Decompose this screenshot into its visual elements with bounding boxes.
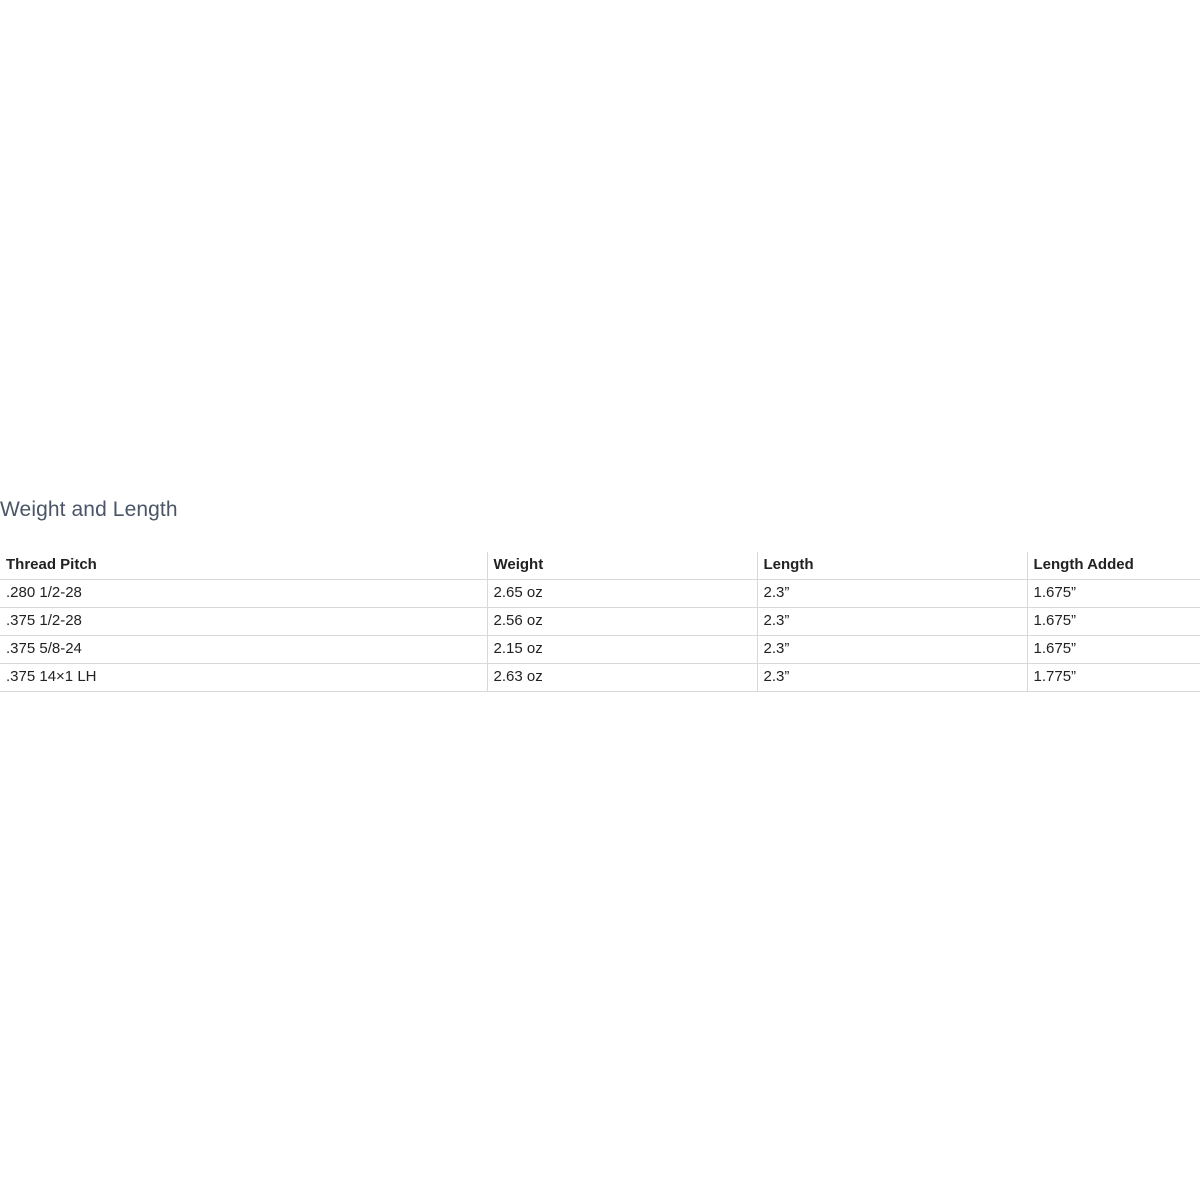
cell-thread-pitch: .375 5/8-24 [0, 636, 487, 664]
table-container [0, 552, 1200, 692]
table-row [0, 580, 1200, 608]
table-row [0, 608, 1200, 636]
cell-thread-pitch: .375 14×1 LH [0, 664, 487, 692]
cell-thread-pitch: .280 1/2-28 [0, 580, 487, 608]
weight-and-length-table [0, 552, 1200, 692]
cell-weight: 2.56 oz [487, 608, 757, 636]
column-header-thread-pitch: Thread Pitch [0, 552, 487, 580]
table-row [0, 664, 1200, 692]
cell-length-added: 1.775” [1027, 664, 1200, 692]
cell-length-added: 1.675” [1027, 608, 1200, 636]
cell-length: 2.3” [757, 664, 1027, 692]
cell-length-added: 1.675” [1027, 580, 1200, 608]
cell-weight: 2.63 oz [487, 664, 757, 692]
cell-thread-pitch: .375 1/2-28 [0, 608, 487, 636]
column-header-weight: Weight [487, 552, 757, 580]
column-header-length-added: Length Added [1027, 552, 1200, 580]
column-header-length: Length [757, 552, 1027, 580]
cell-length: 2.3” [757, 580, 1027, 608]
cell-length: 2.3” [757, 636, 1027, 664]
table-row [0, 636, 1200, 664]
cell-weight: 2.65 oz [487, 580, 757, 608]
page-title: Weight and Length [0, 498, 178, 521]
cell-weight: 2.15 oz [487, 636, 757, 664]
cell-length: 2.3” [757, 608, 1027, 636]
table-header-row [0, 552, 1200, 580]
cell-length-added: 1.675” [1027, 636, 1200, 664]
